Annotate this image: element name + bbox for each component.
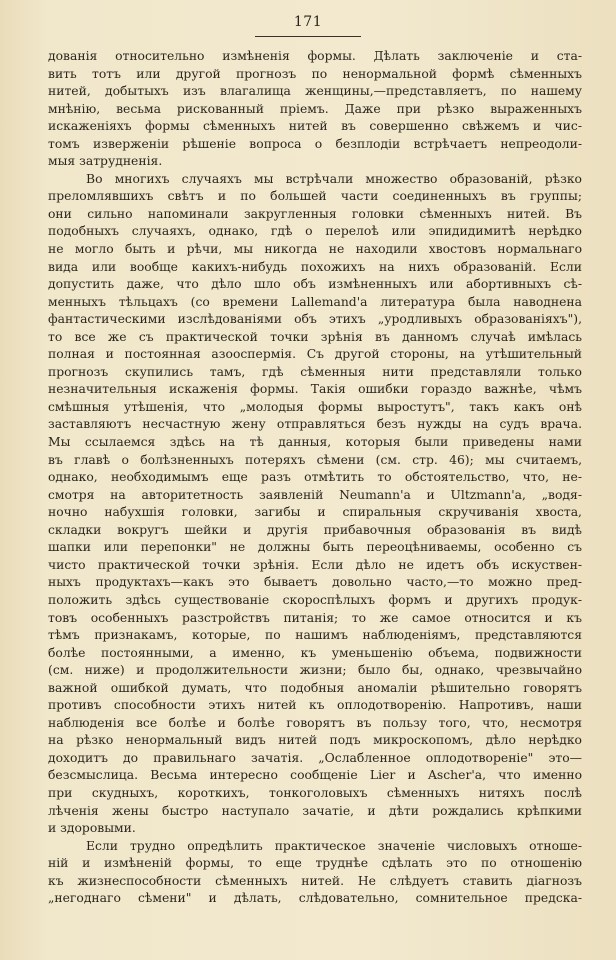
text-line: смѣшныя утѣшенія, что „молодыя формы выростутъ", такъ какъ онѣ (48, 399, 582, 414)
text-line: томъ изверженіи рѣшеніе вопроса о безплодіи встрѣчаетъ непреодоли- (48, 136, 582, 151)
paragraph (48, 838, 582, 908)
text-line: наблюденія все болѣе и болѣе говорятъ въ пользу того, что, несмотря (48, 715, 582, 730)
text-line: мыя затрудненія. (48, 154, 163, 169)
text-line: товъ особенныхъ разстройствъ питанія; то же самое относится и къ (48, 610, 582, 625)
text-line: прогнозъ скупились тамъ, гдѣ сѣменныя нити представляли только (48, 364, 582, 379)
text-line: вить тотъ или другой прогнозъ по ненормальной формѣ сѣменныхъ (48, 66, 582, 81)
text-line: смотря на авторитетность заявленій Neumann'а и Ultzmann'а, „водя- (48, 487, 582, 502)
text-line: однако, необходимымъ еще разъ отмѣтить то обстоятельство, что, не- (48, 470, 582, 485)
text-line: „негоднаго сѣмени" и дѣлать, слѣдовательно, сомнительное предска- (48, 891, 582, 906)
text-line: дованія относительно измѣненія формы. Дѣлать заключеніе и ста- (48, 49, 582, 63)
text-line: менныхъ тѣльцахъ (со времени Lallemand'а литература была наводнена (48, 294, 582, 309)
text-line: мнѣнію, весьма рискованный пріемъ. Даже при рѣзко выраженныхъ (48, 101, 582, 116)
text-line: тѣмъ признакамъ, которые, по нашимъ наблюденіямъ, представляются (48, 628, 582, 643)
text-line: то все же съ практической точки зрѣнія въ данномъ случаѣ имѣлась (48, 329, 582, 344)
text-line: въ главѣ о болѣзненныхъ потеряхъ сѣмени (см. стр. 46); мы считаемъ, (48, 452, 582, 467)
text-line: они сильно напоминали закругленныя головки сѣменныхъ нитей. Въ (48, 206, 582, 221)
text-line: нитей, добытыхъ изъ влагалища женщины,—представляетъ, по нашему (48, 84, 582, 99)
text-line: искаженіяхъ формы сѣменныхъ нитей въ совершенно свѣжемъ и чис- (48, 119, 582, 134)
text-line: къ жизнеспособности сѣменныхъ нитей. Не слѣдуетъ ставить діагнозъ (48, 873, 582, 888)
header-rule (255, 36, 361, 37)
text-line: вида или вообще какихъ-нибудь похожихъ на нихъ образованій. Если (48, 259, 582, 274)
text-line: складки вокругъ шейки и другія прибавочныя образованія въ видѣ (48, 522, 582, 537)
text-line: важной ошибкой думать, что подобныя аномаліи рѣшительно говорятъ (48, 680, 582, 695)
paragraph (48, 171, 582, 838)
paragraph (48, 48, 582, 171)
text-line: полная и постоянная азооспермія. Съ другой стороны, на утѣшительный (48, 347, 582, 362)
text-line: подобныхъ случаяхъ, однако, гдѣ о перелоѣ или эпидидимитѣ нерѣдко (48, 224, 582, 239)
text-line: положить здѣсь существованіе скороспѣлыхъ формъ и другихъ продук- (48, 592, 582, 607)
text-line: незначительныя искаженія формы. Такія ошибки гораздо важнѣе, чѣмъ (48, 382, 582, 397)
text-line: фантастическими изслѣдованіями объ этихъ „уродливыхъ образованіяхъ"), (48, 312, 582, 327)
text-line: не могло быть и рѣчи, мы никогда не находили хвостовъ нормальнаго (48, 242, 582, 257)
body-text (48, 48, 582, 908)
text-line: противъ способности этихъ нитей къ оплодотворенію. Напротивъ, наши (48, 698, 582, 713)
text-line: при скудныхъ, короткихъ, тонкоголовыхъ сѣменныхъ нитяхъ послѣ (48, 785, 582, 800)
text-line: заставляютъ несчастную жену отправляться безъ нужды на судъ врача. (48, 417, 582, 432)
text-line: Если трудно опредѣлить практическое значеніе числовыхъ отноше- (86, 838, 582, 853)
text-line: и здоровыми. (48, 821, 136, 836)
text-line: Мы ссылаемся здѣсь на тѣ данныя, которыя были приведены нами (48, 435, 582, 450)
text-line: безсмыслица. Весьма интересно сообщеніе Lier и Ascher'а, что именно (48, 768, 582, 783)
text-line: преломлявшихъ свѣтъ и по большей части соединенныхъ въ группы; (48, 189, 582, 204)
text-line: шапки или перепонки" не должны быть переоцѣниваемы, особенно съ (48, 540, 582, 555)
text-line: доходитъ до правильнаго зачатія. „Ослабленное оплодотвореніе" это— (48, 750, 582, 765)
text-line: болѣе постоянными, а именно, къ уменьшенію объема, подвижности (48, 645, 582, 660)
text-line: ночно набухшія головки, загибы и спиральныя скручиванія хвоста, (48, 505, 582, 520)
text-line: ныхъ продуктахъ—какъ это бываетъ довольно часто,—то можно пред- (48, 575, 582, 590)
text-line: допустить даже, что дѣло шло объ измѣненныхъ или абортивныхъ сѣ- (48, 277, 582, 292)
page-number: 171 (293, 14, 323, 30)
text-line: (см. ниже) и продолжительности жизни; было бы, однако, чрезвычайно (48, 663, 582, 678)
text-line: Во многихъ случаяхъ мы встрѣчали множество образованій, рѣзко (86, 171, 582, 186)
text-line: лѣченія жены быстро наступало зачатіе, и дѣти рождались крѣпкими (48, 803, 582, 818)
text-line: ній и измѣненій формы, то еще труднѣе сдѣлать это по отношенію (48, 856, 582, 871)
text-line: чисто практической точки зрѣнія. Если дѣло не идетъ объ искуствен- (48, 557, 582, 572)
text-line: на рѣзко ненормальный видъ нитей подъ микроскопомъ, дѣло нерѣдко (48, 733, 582, 748)
